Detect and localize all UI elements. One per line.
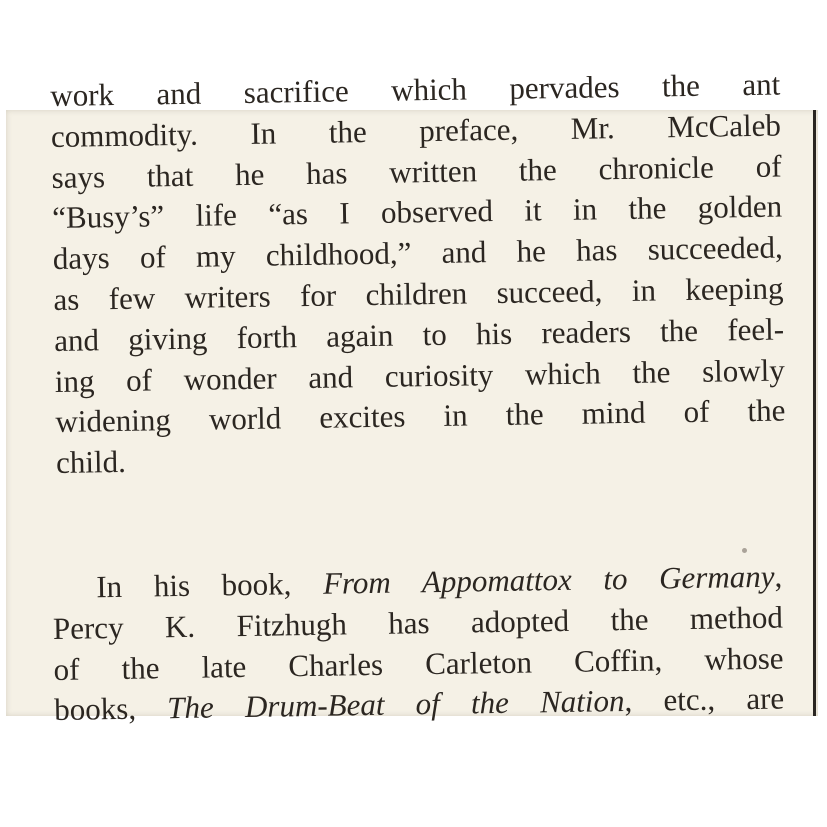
- text-line: commodity. In the preface, Mr. McCaleb: [50, 107, 782, 154]
- paper-speck: [742, 548, 747, 553]
- paragraph-fitzhugh-review: [52, 557, 784, 732]
- text-line: days of my childhood,” and he has succeeded,: [52, 229, 784, 277]
- text-line: “Busy’s” life “as I observed it in the golden: [51, 188, 783, 236]
- paragraph-mccaleb-review: [50, 65, 786, 484]
- book-title: The Drum-Beat of the Nation: [166, 683, 625, 726]
- text-line: and giving forth again to his readers the feel-: [53, 311, 785, 358]
- text-line: says that he has written the chronicle of: [51, 148, 782, 195]
- newspaper-clipping: [6, 66, 818, 728]
- text-line: work and sacrifice which pervades the ant: [50, 66, 781, 113]
- text-line: of the late Charles Carleton Coffin, whose: [53, 640, 784, 687]
- text-line: widening world excites in the mind of the: [55, 392, 786, 440]
- text-fragment: books,: [53, 690, 168, 728]
- text-line: Percy K. Fitzhugh has adopted the method: [52, 599, 784, 646]
- text-line: as few writers for children succeed, in keeping: [53, 270, 784, 317]
- text-line: child.: [55, 444, 127, 481]
- text-fragment: ,: [774, 558, 783, 594]
- column-rule: [813, 110, 816, 716]
- book-title: From Appomattox to Germany: [322, 558, 775, 601]
- text-fragment: , etc., are: [624, 680, 785, 719]
- text-line: ing of wonder and curiosity which the slowly: [54, 352, 785, 399]
- text-fragment: In his book,: [96, 565, 324, 605]
